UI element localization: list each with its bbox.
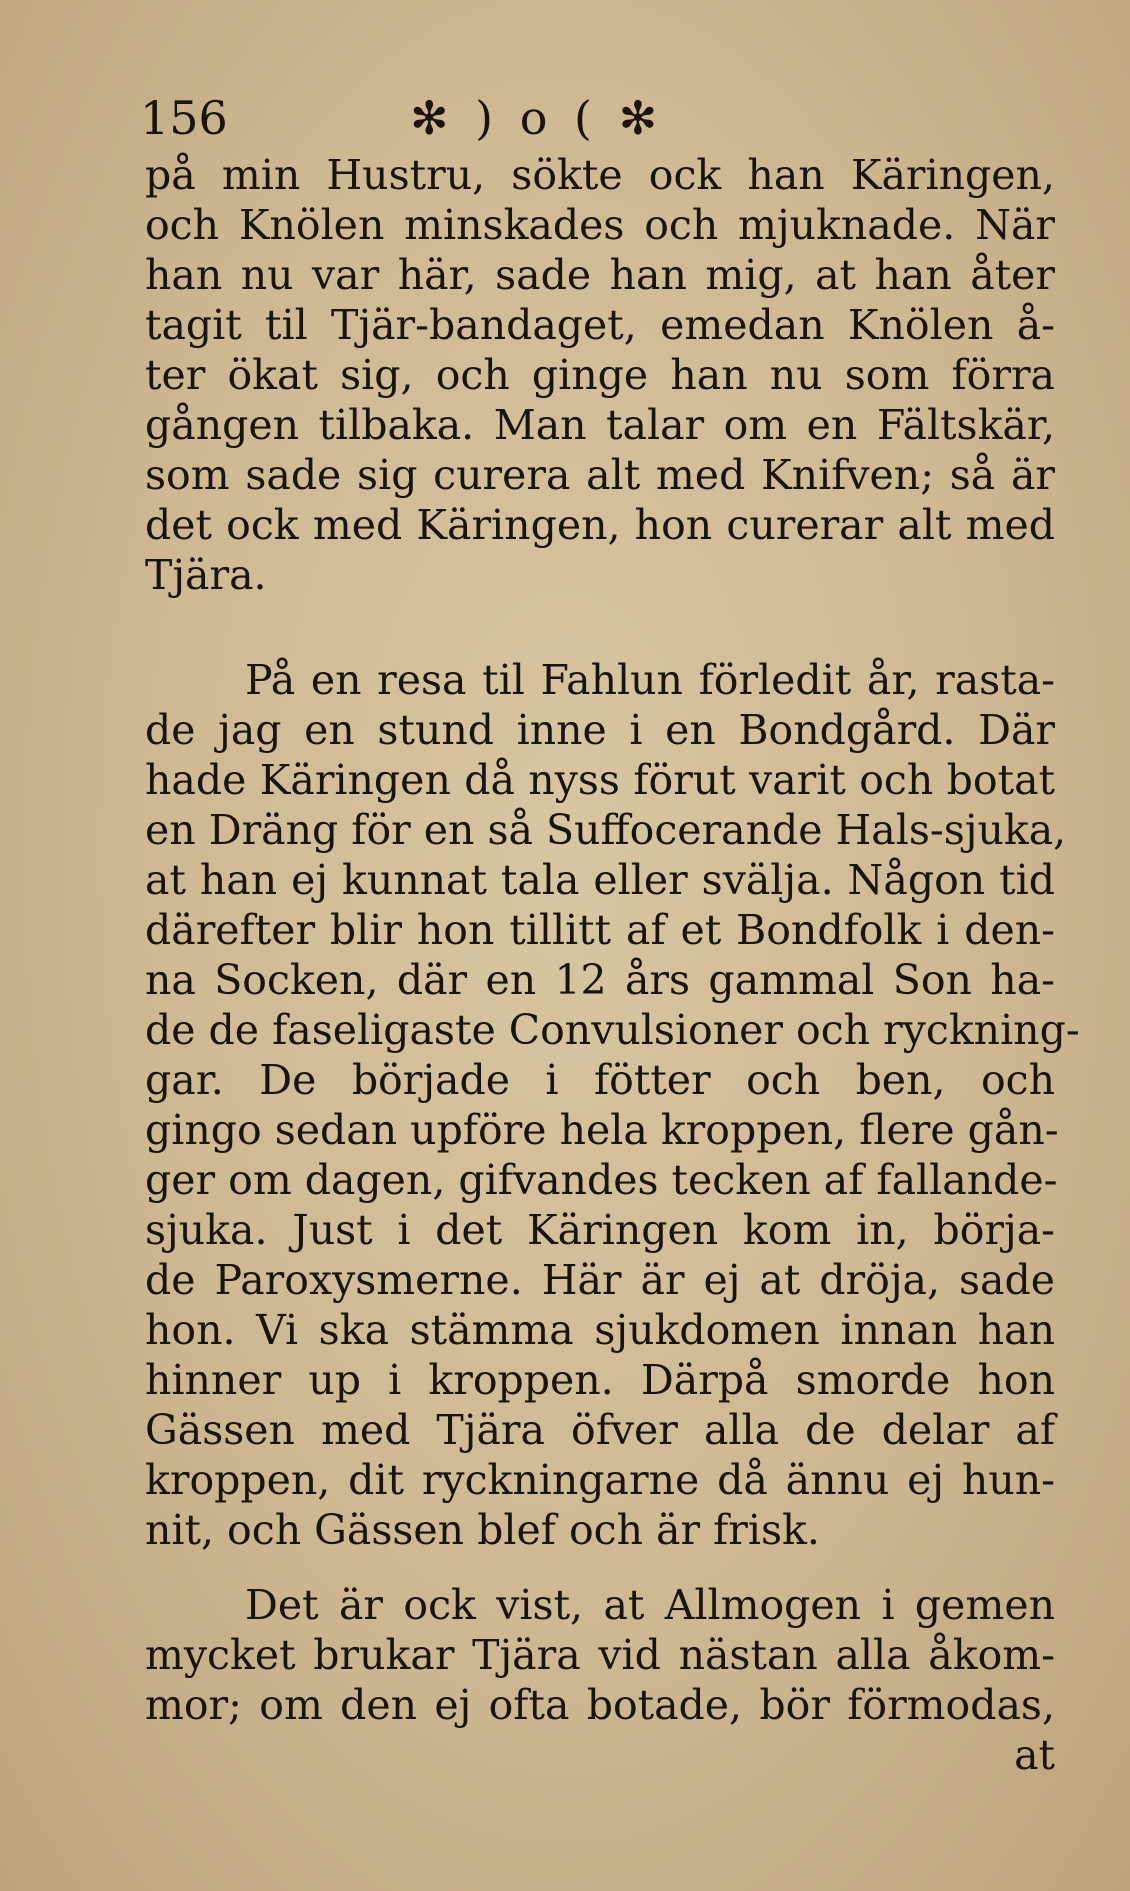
- text-line: på min Hustru, sökte ock han Käringen,: [145, 151, 1055, 199]
- text-line: han nu var här, sade han mig, at han åter: [145, 251, 1055, 299]
- header-ornament: ✻ ) o ( ✻: [410, 91, 664, 145]
- page-number: 156: [140, 91, 228, 145]
- text-line: kroppen, dit ryckningarne då ännu ej hun-: [145, 1456, 1055, 1504]
- text-line: hinner up i kroppen. Därpå smorde hon: [145, 1356, 1055, 1404]
- text-line: ter ökat sig, och ginge han nu som förra: [145, 351, 1055, 399]
- text-line: en Dräng för en så Suffocerande Hals-sjuka,: [145, 806, 1067, 854]
- text-line: Det är ock vist, at Allmogen i gemen: [245, 1581, 1055, 1629]
- text-line: På en resa til Fahlun förledit år, rasta-: [245, 656, 1055, 704]
- text-line: och Knölen minskades och mjuknade. När: [145, 201, 1055, 249]
- text-line: därefter blir hon tillitt af et Bondfolk i den-: [145, 906, 1055, 954]
- text-line: mycket brukar Tjära vid nästan alla åkom-: [145, 1631, 1055, 1679]
- text-line: Gässen med Tjära öfver alla de delar af: [145, 1406, 1055, 1454]
- text-line: gingo sedan upföre hela kroppen, flere gån-: [145, 1106, 1059, 1154]
- text-line: hon. Vi ska stämma sjukdomen innan han: [145, 1306, 1055, 1354]
- text-line: gar. De började i fötter och ben, och: [145, 1056, 1055, 1104]
- catchword: at: [1014, 1731, 1055, 1779]
- text-line: gången tilbaka. Man talar om en Fältskär,: [145, 401, 1055, 449]
- text-line: hade Käringen då nyss förut varit och botat: [145, 756, 1055, 804]
- text-line: na Socken, där en 12 års gammal Son ha-: [145, 956, 1055, 1004]
- text-line: de Paroxysmerne. Här är ej at dröja, sade: [145, 1256, 1055, 1304]
- text-line: Tjära.: [145, 551, 267, 599]
- text-line: det ock med Käringen, hon curerar alt med: [145, 501, 1055, 549]
- text-line: de jag en stund inne i en Bondgård. Där: [145, 706, 1055, 754]
- paragraph-1: [145, 150, 1055, 600]
- text-line: ger om dagen, gifvandes tecken af fallande-: [145, 1156, 1058, 1204]
- text-line: tagit til Tjär-bandaget, emedan Knölen å-: [145, 301, 1055, 349]
- text-line: de de faseligaste Convulsioner och ryckning-: [145, 1006, 1080, 1054]
- text-line: som sade sig curera alt med Knifven; så är: [145, 451, 1055, 499]
- paragraph-3: [145, 1580, 1055, 1730]
- text-line: at han ej kunnat tala eller svälja. Någon tid: [145, 856, 1055, 904]
- text-line: sjuka. Just i det Käringen kom in, börja-: [145, 1206, 1055, 1254]
- text-line: nit, och Gässen blef och är frisk.: [145, 1506, 820, 1554]
- paragraph-2: [145, 655, 1080, 1555]
- page-header: [140, 88, 780, 148]
- text-line: mor; om den ej ofta botade, bör förmodas,: [145, 1681, 1055, 1729]
